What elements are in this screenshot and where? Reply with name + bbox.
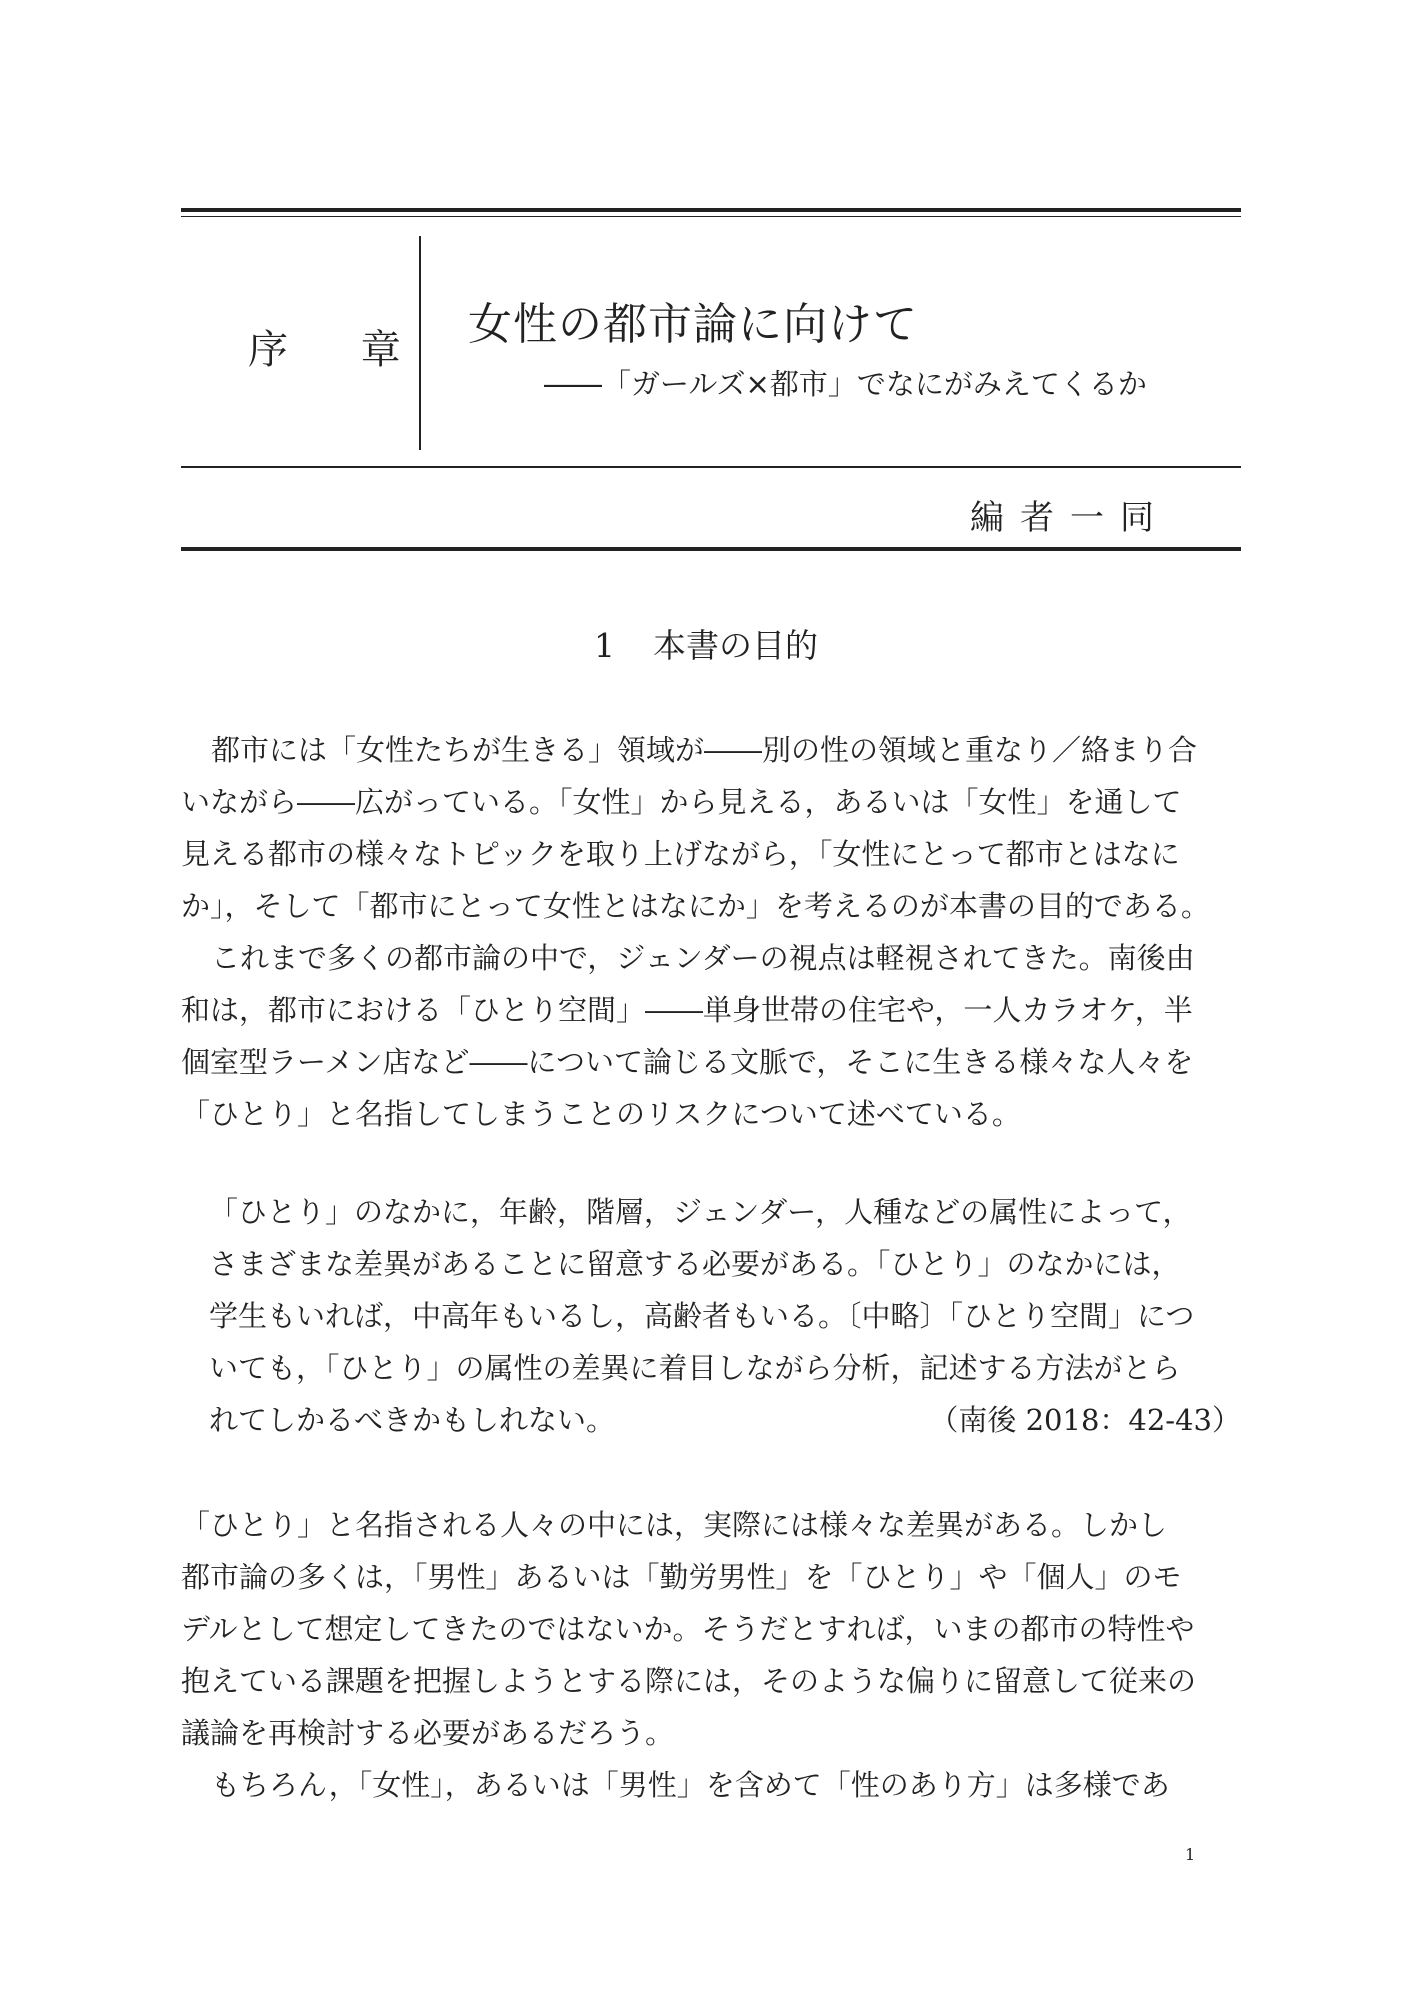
author-line: 編者一同 [970, 498, 1170, 538]
quote-last-line [209, 1394, 1241, 1446]
block-quote [209, 1186, 1241, 1446]
bottom-rule-thick [181, 547, 1241, 551]
quote-line: 学生もいれば，中高年もいるし，高齢者もいる。〔中略〕「ひとり空間」につ [209, 1299, 1195, 1333]
quote-line: 「ひとり」のなかに，年齢，階層，ジェンダー，人種などの属性によって， [209, 1195, 1192, 1229]
body-line: これまで多くの都市論の中で，ジェンダーの視点は軽視されてきた。南後由 [211, 941, 1195, 975]
body-line: 見える都市の様々なトピックを取り上げながら，「女性にとって都市とはなに [181, 837, 1180, 871]
chapter-title: 女性の都市論に向けて [468, 299, 918, 350]
body-line: デルとして想定してきたのではないか。そうだとすれば，いまの都市の特性や [181, 1612, 1195, 1646]
body-line: 都市には「女性たちが生きる」領域が――別の性の領域と重なり／絡まり合 [211, 733, 1198, 767]
body-line: 都市論の多くは，「男性」あるいは「勤労男性」を「ひとり」や「個人」のモ [181, 1560, 1182, 1594]
chapter-label: 序 章 [248, 327, 431, 373]
quote-line: さまざまな差異があることに留意する必要がある。「ひとり」のなかには， [209, 1247, 1181, 1281]
chapter-subtitle: ――「ガールズ×都市」でなにがみえてくるか [544, 367, 1147, 401]
body-line: か」，そして「都市にとって女性とはなにか」を考えるのが本書の目的である。 [181, 889, 1210, 923]
body-text-block-2 [181, 1499, 1241, 1811]
quote-line: いても，「ひとり」の属性の差異に着目しながら分析，記述する方法がとら [209, 1351, 1181, 1385]
quote-citation: （南後 2018：42-43） [929, 1403, 1241, 1437]
body-line: いながら――広がっている。「女性」から見える，あるいは「女性」を通して [181, 785, 1182, 819]
body-line: もちろん，「女性」，あるいは「男性」を含めて「性のあり方」は多様であ [211, 1768, 1170, 1802]
section-heading [0, 620, 1412, 667]
quote-line: れてしかるべきかもしれない。 [209, 1403, 616, 1437]
section-number: 1 [594, 626, 615, 665]
body-line: 個室型ラーメン店など――について論じる文脈で，そこに生きる様々な人々を [181, 1045, 1194, 1079]
page-number: 1 [1185, 1845, 1196, 1864]
body-line: 和は，都市における「ひとり空間」――単身世帯の住宅や，一人カラオケ，半 [181, 993, 1193, 1027]
body-line: 抱えている課題を把握しようとする際には，そのような偏りに留意して従来の [181, 1664, 1197, 1698]
top-rule-thin [181, 216, 1241, 217]
body-text-block-1 [181, 724, 1241, 1140]
body-line: 議論を再検討する必要があるだろう。 [181, 1716, 675, 1750]
mid-rule [181, 466, 1241, 468]
top-rule-thick [181, 208, 1241, 212]
section-title: 本書の目的 [653, 626, 818, 665]
body-line: 「ひとり」と名指してしまうことのリスクについて述べている。 [181, 1097, 1021, 1131]
body-line: 「ひとり」と名指される人々の中には，実際には様々な差異がある。しかし [181, 1508, 1168, 1542]
